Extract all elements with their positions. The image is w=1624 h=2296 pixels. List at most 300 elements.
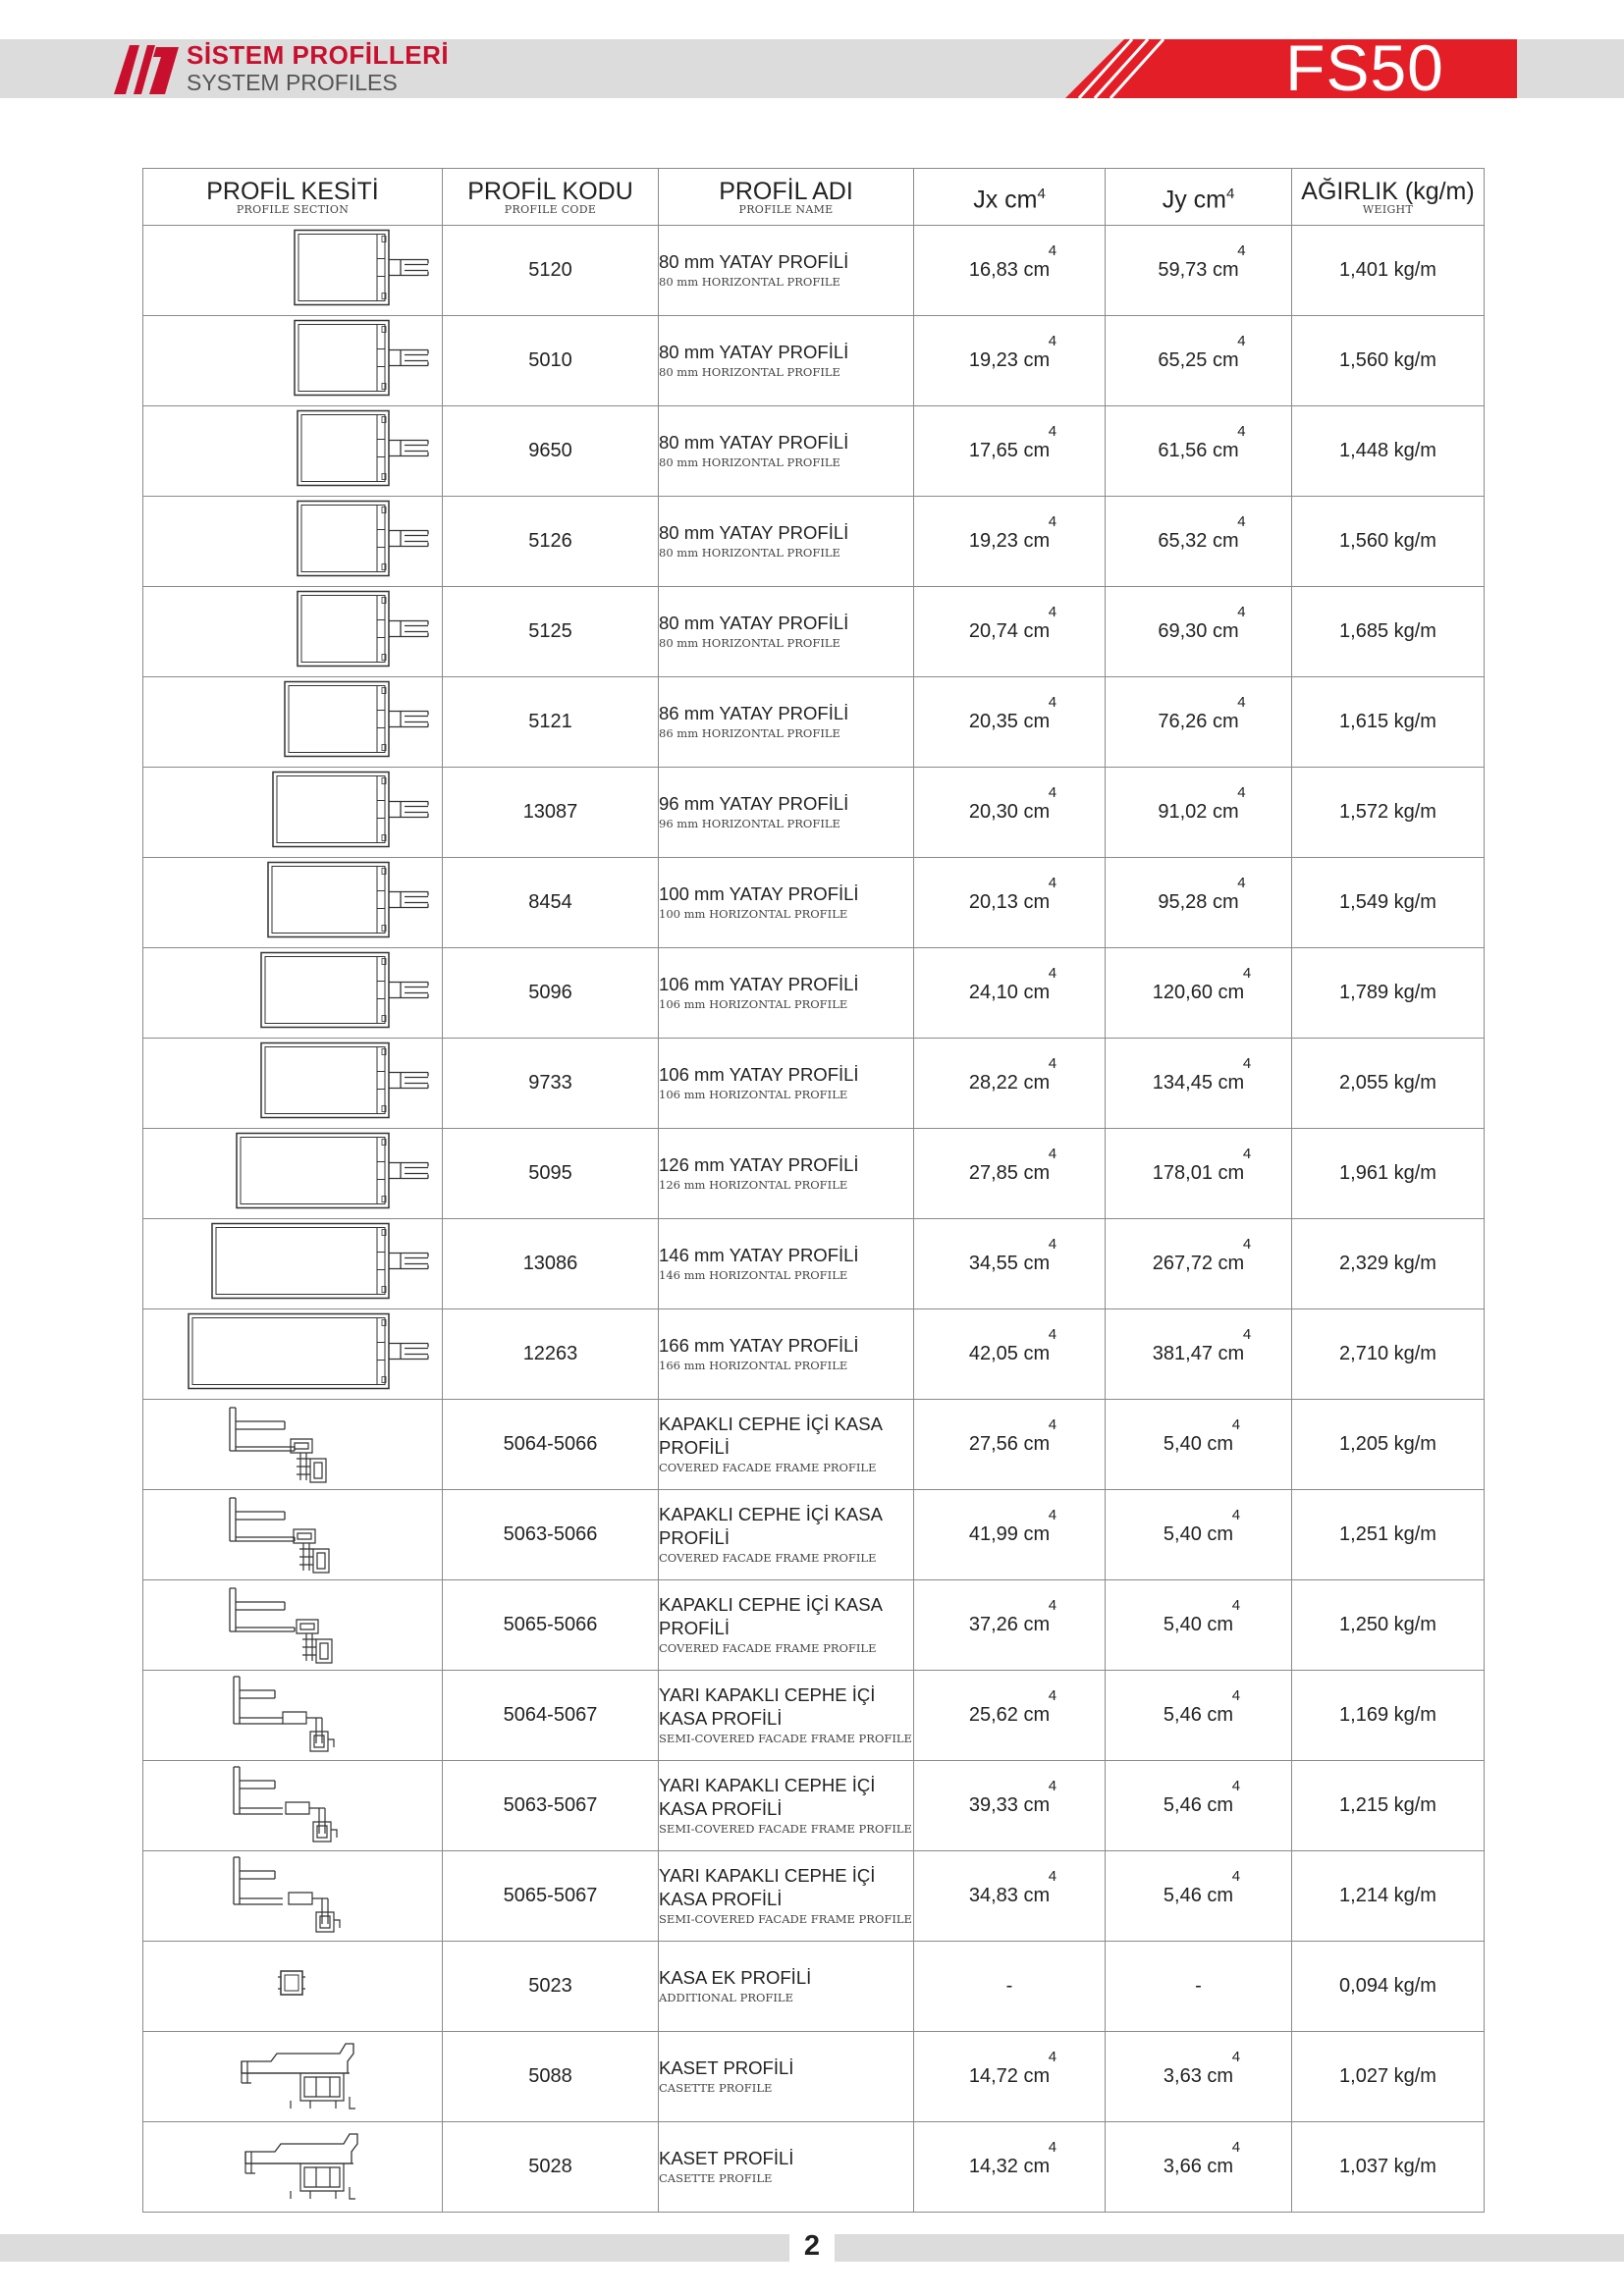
weight-value: 1,685 kg/m <box>1292 587 1485 677</box>
profile-name-en: SEMI-COVERED FACADE FRAME PROFILE <box>659 1822 912 1836</box>
column-title: AĞIRLIK (kg/m) <box>1301 177 1475 205</box>
profile-section-drawing <box>143 226 443 310</box>
table-row <box>143 1761 1485 1851</box>
column-title: Jx cm <box>973 186 1038 214</box>
jy-value-cell <box>1106 1400 1292 1490</box>
profile-section-cell <box>143 2122 443 2213</box>
jx-value-cell <box>914 1761 1106 1851</box>
profile-name-cell <box>659 2122 914 2213</box>
profile-name-cell <box>659 316 914 406</box>
profile-section-cell <box>143 1400 443 1490</box>
jy-value-cell <box>1106 768 1292 858</box>
jx-value-cell <box>914 1400 1106 1490</box>
profile-name-en: 86 mm HORIZONTAL PROFILE <box>659 726 840 740</box>
exponent: 4 <box>1048 965 1057 982</box>
jx-value-cell <box>914 2122 1106 2213</box>
weight-value: 1,572 kg/m <box>1292 768 1485 858</box>
table-row <box>143 226 1485 316</box>
exponent: 4 <box>1237 694 1246 711</box>
jy-value-cell <box>1106 497 1292 587</box>
exponent: 4 <box>1231 1416 1241 1433</box>
jx-value: 14,72 cm <box>968 2065 1051 2087</box>
jy-value: 95,28 cm <box>1158 891 1239 913</box>
profile-name-cell <box>659 2032 914 2122</box>
exponent: 4 <box>1231 2139 1241 2156</box>
profile-section-cell <box>143 1671 443 1761</box>
weight-value: 1,169 kg/m <box>1292 1671 1485 1761</box>
exponent: 4 <box>1237 242 1246 259</box>
weight-value: 1,560 kg/m <box>1292 316 1485 406</box>
profile-name-tr: 106 mm YATAY PROFİLİ <box>659 974 859 994</box>
profile-name-cell <box>659 226 914 316</box>
jy-value: 65,25 cm <box>1158 349 1239 371</box>
table-header-row <box>143 169 1485 226</box>
profile-code: 9650 <box>443 406 659 497</box>
profile-section-cell <box>143 1219 443 1309</box>
jx-value-cell <box>914 1490 1106 1580</box>
table-row <box>143 1490 1485 1580</box>
jy-value: 381,47 cm <box>1152 1343 1245 1364</box>
profile-section-cell <box>143 1942 443 2032</box>
profile-section-drawing <box>143 406 443 491</box>
jx-value: 41,99 cm <box>968 1523 1051 1545</box>
exponent: 4 <box>1237 513 1246 530</box>
profile-code: 5065-5067 <box>443 1851 659 1942</box>
profile-section-cell <box>143 1580 443 1671</box>
profile-name-en: 80 mm HORIZONTAL PROFILE <box>659 275 840 289</box>
exponent: 4 <box>1048 1326 1057 1343</box>
profile-name-en: 80 mm HORIZONTAL PROFILE <box>659 636 840 650</box>
exponent: 4 <box>1231 1687 1241 1704</box>
weight-value: 1,205 kg/m <box>1292 1400 1485 1490</box>
jy-value-cell <box>1106 948 1292 1039</box>
profile-section-drawing <box>143 1129 443 1213</box>
jy-value: 3,66 cm <box>1163 2156 1234 2177</box>
exponent: 4 <box>1242 1146 1252 1162</box>
profile-name-en: SEMI-COVERED FACADE FRAME PROFILE <box>659 1732 912 1745</box>
profile-name-en: 106 mm HORIZONTAL PROFILE <box>659 1088 848 1101</box>
brand-title-tr: SİSTEM PROFİLLERİ <box>187 40 450 70</box>
profile-section-cell <box>143 948 443 1039</box>
profile-section-cell <box>143 2032 443 2122</box>
profile-section-drawing <box>143 768 443 852</box>
jx-value-cell <box>914 226 1106 316</box>
table-row <box>143 1400 1485 1490</box>
table-row <box>143 587 1485 677</box>
jy-value-cell <box>1106 1039 1292 1129</box>
profile-name-cell <box>659 1761 914 1851</box>
profile-code: 5096 <box>443 948 659 1039</box>
jy-value: 5,46 cm <box>1163 1885 1234 1906</box>
exponent: 4 <box>1242 1055 1252 1072</box>
profile-section-drawing <box>143 1851 443 1936</box>
table-row <box>143 406 1485 497</box>
profile-section-cell <box>143 1490 443 1580</box>
weight-value: 1,401 kg/m <box>1292 226 1485 316</box>
exponent: 4 <box>1231 2049 1241 2065</box>
exponent: 4 <box>1237 604 1246 620</box>
profile-section-drawing <box>143 2122 443 2207</box>
jx-value: 37,26 cm <box>968 1614 1051 1635</box>
exponent: 4 <box>1237 333 1246 349</box>
exponent: 4 <box>1048 423 1057 440</box>
profile-section-cell <box>143 226 443 316</box>
exponent: 4 <box>1048 1236 1057 1253</box>
profile-section-cell <box>143 1761 443 1851</box>
jy-value: 134,45 cm <box>1152 1072 1245 1094</box>
column-header-weight <box>1292 169 1485 226</box>
table-row <box>143 858 1485 948</box>
profile-name-tr: 126 mm YATAY PROFİLİ <box>659 1154 859 1175</box>
profile-table <box>142 168 1485 2213</box>
exponent: 4 <box>1048 694 1057 711</box>
profile-name-en: 106 mm HORIZONTAL PROFILE <box>659 997 848 1011</box>
profile-code: 5063-5067 <box>443 1761 659 1851</box>
jx-value: 39,33 cm <box>968 1794 1051 1816</box>
profile-name-cell <box>659 1129 914 1219</box>
jx-value-cell <box>914 406 1106 497</box>
profile-name-cell <box>659 1671 914 1761</box>
table-row <box>143 768 1485 858</box>
jy-value: 65,32 cm <box>1158 530 1239 552</box>
profile-name-cell <box>659 587 914 677</box>
company-logo <box>110 41 181 96</box>
profile-code: 5120 <box>443 226 659 316</box>
profile-code: 9733 <box>443 1039 659 1129</box>
exponent: 4 <box>1237 784 1246 801</box>
exponent: 4 <box>1048 242 1057 259</box>
jx-value-cell <box>914 316 1106 406</box>
profile-section-drawing <box>143 858 443 942</box>
jx-value-cell <box>914 1039 1106 1129</box>
jy-value-cell <box>1106 677 1292 768</box>
table-row <box>143 1039 1485 1129</box>
profile-name-cell <box>659 1851 914 1942</box>
profile-name-en: SEMI-COVERED FACADE FRAME PROFILE <box>659 1912 912 1926</box>
profile-name-cell <box>659 1490 914 1580</box>
profile-name-en: 100 mm HORIZONTAL PROFILE <box>659 907 848 921</box>
weight-value: 2,329 kg/m <box>1292 1219 1485 1309</box>
jy-value-cell <box>1106 1671 1292 1761</box>
jy-value-cell <box>1106 1309 1292 1400</box>
jx-value-cell <box>914 1942 1106 2032</box>
profile-name-en: CASETTE PROFILE <box>659 2171 773 2185</box>
profile-section-cell <box>143 768 443 858</box>
exponent: 4 <box>1048 1687 1057 1704</box>
jy-value: 59,73 cm <box>1158 259 1239 281</box>
jy-value: 5,40 cm <box>1163 1614 1234 1635</box>
table-row <box>143 1580 1485 1671</box>
column-superscript: 4 <box>1225 185 1235 202</box>
jy-value-cell <box>1106 406 1292 497</box>
exponent: 4 <box>1237 423 1246 440</box>
jy-value-cell <box>1106 1219 1292 1309</box>
profile-section-cell <box>143 1309 443 1400</box>
jx-value-cell <box>914 858 1106 948</box>
profile-name-en: COVERED FACADE FRAME PROFILE <box>659 1461 877 1474</box>
column-subtitle: PROFILE CODE <box>504 202 597 216</box>
profile-code: 5121 <box>443 677 659 768</box>
exponent: 4 <box>1048 2049 1057 2065</box>
weight-value: 1,789 kg/m <box>1292 948 1485 1039</box>
jy-value-cell <box>1106 316 1292 406</box>
jx-value-cell <box>914 1851 1106 1942</box>
profile-name-tr: 80 mm YATAY PROFİLİ <box>659 522 849 543</box>
jy-value: 5,40 cm <box>1163 1523 1234 1545</box>
profile-section-drawing <box>143 948 443 1033</box>
table-row <box>143 1219 1485 1309</box>
profile-section-cell <box>143 1129 443 1219</box>
jx-value: 25,62 cm <box>968 1704 1051 1726</box>
exponent: 4 <box>1048 875 1057 891</box>
profile-name-cell <box>659 1942 914 2032</box>
profile-name-tr: YARI KAPAKLI CEPHE İÇİ KASA PROFİLİ <box>659 1865 876 1909</box>
exponent: 4 <box>1048 784 1057 801</box>
table-row <box>143 1129 1485 1219</box>
jx-value: 20,74 cm <box>968 620 1051 642</box>
jx-value-cell <box>914 2032 1106 2122</box>
profile-name-tr: KASET PROFİLİ <box>659 2148 794 2168</box>
model-name: FS50 <box>1285 31 1444 104</box>
profile-section-drawing <box>143 587 443 671</box>
table-row <box>143 677 1485 768</box>
jx-value: 17,65 cm <box>968 440 1051 461</box>
profile-name-tr: KAPAKLI CEPHE İÇİ KASA PROFİLİ <box>659 1504 882 1548</box>
weight-value: 1,215 kg/m <box>1292 1761 1485 1851</box>
column-header-name <box>659 169 914 226</box>
profile-section-drawing <box>143 497 443 581</box>
jy-value-cell <box>1106 858 1292 948</box>
jy-value-cell <box>1106 1942 1292 2032</box>
jx-value-cell <box>914 768 1106 858</box>
weight-value: 2,710 kg/m <box>1292 1309 1485 1400</box>
jx-value: 42,05 cm <box>968 1343 1051 1364</box>
profile-name-cell <box>659 497 914 587</box>
profile-section-drawing <box>143 1309 443 1394</box>
weight-value: 1,037 kg/m <box>1292 2122 1485 2213</box>
profile-name-cell <box>659 1039 914 1129</box>
profile-name-tr: 80 mm YATAY PROFİLİ <box>659 251 849 272</box>
profile-section-cell <box>143 1039 443 1129</box>
profile-name-cell <box>659 768 914 858</box>
jx-value: 20,30 cm <box>968 801 1051 823</box>
column-title: Jy cm <box>1162 186 1226 214</box>
exponent: 4 <box>1048 1146 1057 1162</box>
profile-section-drawing <box>143 1580 443 1665</box>
profile-section-drawing <box>143 1219 443 1304</box>
jx-value: 27,85 cm <box>968 1162 1051 1184</box>
profile-code: 13086 <box>443 1219 659 1309</box>
weight-value: 1,448 kg/m <box>1292 406 1485 497</box>
profile-code: 5095 <box>443 1129 659 1219</box>
exponent: 4 <box>1048 1868 1057 1885</box>
column-subtitle: WEIGHT <box>1362 202 1414 216</box>
profile-name-en: COVERED FACADE FRAME PROFILE <box>659 1551 877 1565</box>
profile-section-drawing <box>143 316 443 400</box>
exponent: 4 <box>1048 604 1057 620</box>
jx-value: 14,32 cm <box>968 2156 1051 2177</box>
profile-section-cell <box>143 587 443 677</box>
profile-code: 13087 <box>443 768 659 858</box>
profile-name-cell <box>659 858 914 948</box>
jy-value: 267,72 cm <box>1152 1253 1245 1274</box>
exponent: 4 <box>1237 875 1246 891</box>
weight-value: 1,615 kg/m <box>1292 677 1485 768</box>
jx-value-cell <box>914 497 1106 587</box>
profile-name-en: 126 mm HORIZONTAL PROFILE <box>659 1178 848 1192</box>
jy-value: 120,60 cm <box>1152 982 1245 1003</box>
jx-value: 34,83 cm <box>968 1885 1051 1906</box>
profile-name-tr: 96 mm YATAY PROFİLİ <box>659 793 849 814</box>
column-header-section <box>143 169 443 226</box>
jy-value-cell <box>1106 1851 1292 1942</box>
jx-value-cell <box>914 1580 1106 1671</box>
profile-name-en: 96 mm HORIZONTAL PROFILE <box>659 817 840 830</box>
jy-value: 178,01 cm <box>1152 1162 1245 1184</box>
exponent: 4 <box>1242 1236 1252 1253</box>
weight-value: 0,094 kg/m <box>1292 1942 1485 2032</box>
column-subtitle: PROFILE NAME <box>738 202 834 216</box>
profile-code: 5023 <box>443 1942 659 2032</box>
profile-name-en: CASETTE PROFILE <box>659 2081 773 2095</box>
profile-section-cell <box>143 677 443 768</box>
weight-value: 1,214 kg/m <box>1292 1851 1485 1942</box>
profile-name-tr: KASA EK PROFİLİ <box>659 1967 812 1988</box>
column-subtitle: PROFILE SECTION <box>236 202 350 216</box>
table-row <box>143 2032 1485 2122</box>
profile-name-tr: YARI KAPAKLI CEPHE İÇİ KASA PROFİLİ <box>659 1775 876 1819</box>
table-row <box>143 1851 1485 1942</box>
jx-value: 27,56 cm <box>968 1433 1051 1455</box>
profile-name-cell <box>659 1309 914 1400</box>
jx-value: 24,10 cm <box>968 982 1051 1003</box>
jx-value-cell <box>914 1129 1106 1219</box>
jy-value: - <box>1195 1975 1202 1997</box>
jx-value: 20,13 cm <box>968 891 1051 913</box>
jy-value: 91,02 cm <box>1158 801 1239 823</box>
profile-code: 5063-5066 <box>443 1490 659 1580</box>
jx-value: 28,22 cm <box>968 1072 1051 1094</box>
exponent: 4 <box>1048 1055 1057 1072</box>
profile-code: 5064-5067 <box>443 1671 659 1761</box>
jx-value-cell <box>914 677 1106 768</box>
profile-name-tr: 106 mm YATAY PROFİLİ <box>659 1064 859 1085</box>
jx-value: 20,35 cm <box>968 711 1051 732</box>
jy-value-cell <box>1106 2032 1292 2122</box>
profile-section-drawing <box>143 677 443 762</box>
profile-name-en: 166 mm HORIZONTAL PROFILE <box>659 1359 848 1372</box>
jx-value-cell <box>914 1309 1106 1400</box>
jx-value-cell <box>914 587 1106 677</box>
table-row <box>143 948 1485 1039</box>
profile-name-en: 146 mm HORIZONTAL PROFILE <box>659 1268 848 1282</box>
jx-value: 34,55 cm <box>968 1253 1051 1274</box>
exponent: 4 <box>1048 1507 1057 1523</box>
jy-value: 5,46 cm <box>1163 1794 1234 1816</box>
profile-name-tr: 166 mm YATAY PROFİLİ <box>659 1335 859 1356</box>
jy-value-cell <box>1106 1490 1292 1580</box>
profile-code: 8454 <box>443 858 659 948</box>
profile-name-en: 80 mm HORIZONTAL PROFILE <box>659 455 840 469</box>
profile-section-drawing <box>143 1942 443 2026</box>
profile-section-cell <box>143 1851 443 1942</box>
profile-name-en: COVERED FACADE FRAME PROFILE <box>659 1641 877 1655</box>
jx-value: 19,23 cm <box>968 349 1051 371</box>
jy-value: 76,26 cm <box>1158 711 1239 732</box>
profile-section-cell <box>143 406 443 497</box>
weight-value: 1,027 kg/m <box>1292 2032 1485 2122</box>
jy-value: 61,56 cm <box>1158 440 1239 461</box>
exponent: 4 <box>1048 333 1057 349</box>
exponent: 4 <box>1231 1778 1241 1794</box>
profile-name-cell <box>659 1580 914 1671</box>
profile-name-tr: 80 mm YATAY PROFİLİ <box>659 342 849 362</box>
exponent: 4 <box>1048 1597 1057 1614</box>
weight-value: 1,560 kg/m <box>1292 497 1485 587</box>
profile-section-drawing <box>143 1761 443 1845</box>
profile-code: 5088 <box>443 2032 659 2122</box>
exponent: 4 <box>1048 1778 1057 1794</box>
jx-value-cell <box>914 1219 1106 1309</box>
profile-section-drawing <box>143 1400 443 1484</box>
exponent: 4 <box>1242 1326 1252 1343</box>
jx-value: - <box>1005 1975 1013 1997</box>
exponent: 4 <box>1231 1597 1241 1614</box>
exponent: 4 <box>1242 965 1252 982</box>
table-row <box>143 1942 1485 2032</box>
exponent: 4 <box>1231 1507 1241 1523</box>
exponent: 4 <box>1231 1868 1241 1885</box>
jy-value: 69,30 cm <box>1158 620 1239 642</box>
profile-code: 5010 <box>443 316 659 406</box>
jy-value: 5,40 cm <box>1163 1433 1234 1455</box>
column-header-code <box>443 169 659 226</box>
profile-code: 5126 <box>443 497 659 587</box>
profile-name-tr: KAPAKLI CEPHE İÇİ KASA PROFİLİ <box>659 1414 882 1458</box>
jx-value-cell <box>914 1671 1106 1761</box>
profile-name-tr: 80 mm YATAY PROFİLİ <box>659 432 849 453</box>
jy-value-cell <box>1106 1129 1292 1219</box>
jy-value-cell <box>1106 226 1292 316</box>
profile-section-drawing <box>143 1490 443 1575</box>
profile-section-cell <box>143 316 443 406</box>
column-superscript: 4 <box>1037 185 1046 202</box>
exponent: 4 <box>1048 1416 1057 1433</box>
profile-section-cell <box>143 858 443 948</box>
column-title: PROFİL KODU <box>467 177 633 205</box>
exponent: 4 <box>1048 513 1057 530</box>
weight-value: 2,055 kg/m <box>1292 1039 1485 1129</box>
profile-name-cell <box>659 677 914 768</box>
profile-name-cell <box>659 1219 914 1309</box>
weight-value: 1,961 kg/m <box>1292 1129 1485 1219</box>
profile-name-tr: 146 mm YATAY PROFİLİ <box>659 1245 859 1265</box>
table-row <box>143 2122 1485 2213</box>
profile-name-en: 80 mm HORIZONTAL PROFILE <box>659 365 840 379</box>
profile-code: 5065-5066 <box>443 1580 659 1671</box>
jx-value-cell <box>914 948 1106 1039</box>
profile-section-drawing <box>143 2032 443 2116</box>
profile-section-drawing <box>143 1039 443 1123</box>
table-row <box>143 316 1485 406</box>
profile-name-en: 80 mm HORIZONTAL PROFILE <box>659 546 840 560</box>
profile-code: 5064-5066 <box>443 1400 659 1490</box>
brand-title-en: SYSTEM PROFILES <box>187 70 398 95</box>
profile-name-tr: 100 mm YATAY PROFİLİ <box>659 883 859 904</box>
jy-value: 3,63 cm <box>1163 2065 1234 2087</box>
column-title: PROFİL ADI <box>719 177 853 205</box>
table-row <box>143 1309 1485 1400</box>
